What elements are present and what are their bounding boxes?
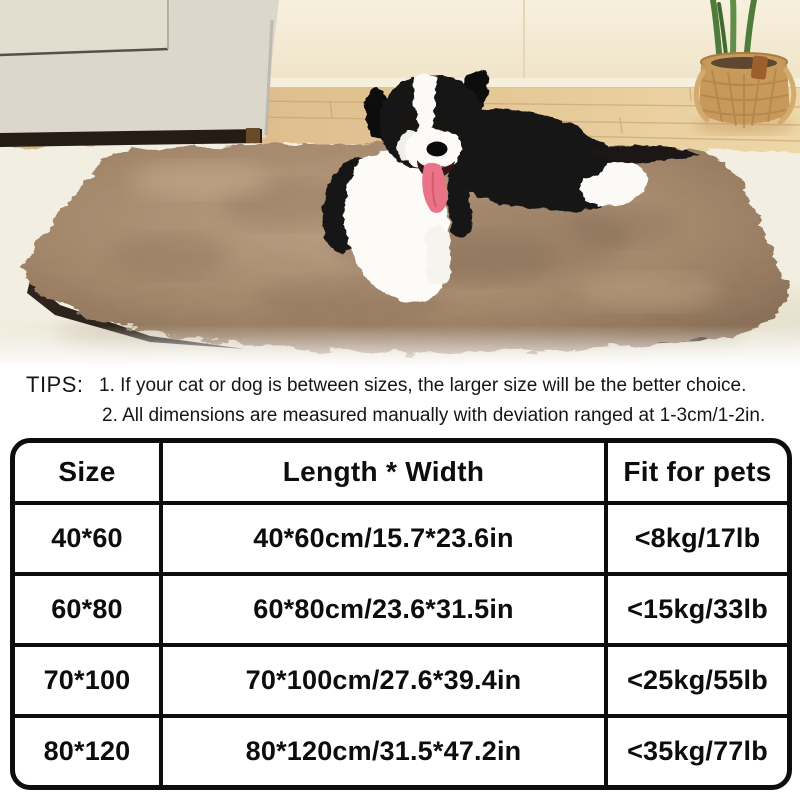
table-header-fit: Fit for pets [608,443,787,505]
table-row [15,718,787,785]
sofa-leg [246,128,260,143]
tip-item-1: 1. If your cat or dog is between sizes, the larger size will be the better choice. [99,375,747,396]
tips-section [0,366,800,432]
basket-tag [751,55,769,80]
table-header-row [15,443,787,505]
table-cell-size: 70*100 [15,647,163,718]
table-cell-dimensions: 40*60cm/15.7*23.6in [163,505,608,576]
table-cell-size: 40*60 [15,505,163,576]
photo-fade [0,325,800,370]
table-header-size: Size [15,443,163,505]
table-row [15,647,787,718]
sofa [0,0,279,147]
table-cell-dimensions: 60*80cm/23.6*31.5in [163,576,608,647]
table-header-length-width: Length * Width [163,443,608,505]
dog-eye-right [443,113,452,122]
table-cell-dimensions: 80*120cm/31.5*47.2in [163,718,608,785]
table-cell-weight: <15kg/33lb [608,576,787,647]
dog-front-leg-right [425,226,451,287]
table-row [15,505,787,576]
scene-illustration [0,0,800,370]
sofa-seat-cushion [0,0,170,55]
dog-nose [427,142,448,157]
table-row [15,576,787,647]
table-cell-size: 60*80 [15,576,163,647]
product-photo [0,0,800,370]
table-cell-dimensions: 70*100cm/27.6*39.4in [163,647,608,718]
dog-eye-left [402,118,411,127]
table-cell-size: 80*120 [15,718,163,785]
table-cell-weight: <35kg/77lb [627,736,768,766]
tip-item-2: 2. All dimensions are measured manually with deviation ranged at 1-3cm/1-2in. [102,405,766,426]
table-cell-weight: <25kg/55lb [608,647,787,718]
dog-front-leg-left [394,231,424,298]
size-table [10,438,792,790]
table-cell-weight: <8kg/17lb [608,505,787,576]
tips-label: TIPS: [26,372,84,397]
